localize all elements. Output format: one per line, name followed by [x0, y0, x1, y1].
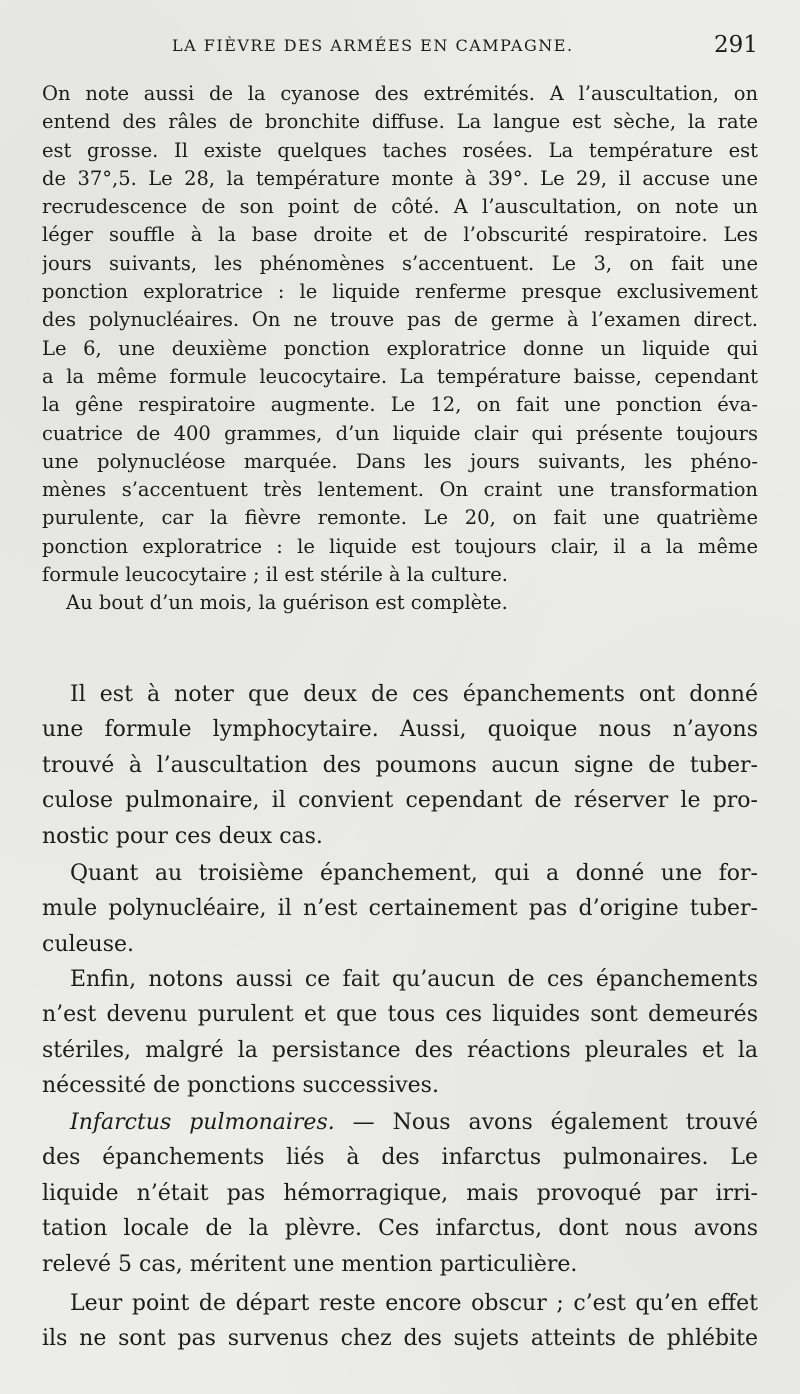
page-number: 291	[714, 32, 758, 58]
text-line: des polynucléaires. On ne trouve pas de germe à l’examen direct.	[42, 308, 758, 332]
paragraph-enfin	[42, 962, 758, 1104]
text-line: recrudescence de son point de côté. A l’auscultation, on note un	[42, 195, 758, 219]
text-line: n’est devenu purulent et que tous ces liquides sont demeurés	[42, 1002, 758, 1028]
text-line: jours suivants, les phénomènes s’accentuent. Le 3, on fait une	[42, 251, 758, 275]
text-line: On note aussi de la cyanose des extrémités. A l’auscultation, on	[42, 82, 758, 105]
text-line: une formule lymphocytaire. Aussi, quoique nous n’ayons	[42, 717, 758, 743]
text-line: est grosse. Il existe quelques taches rosées. La température est	[42, 138, 758, 162]
text-line: trouvé à l’auscultation des poumons aucun signe de tuber-	[42, 752, 758, 778]
case-conclusion: Au bout d’un mois, la guérison est complète.	[66, 591, 508, 615]
text-line: la gêne respiratoire augmente. Le 12, on fait une ponction éva-	[42, 393, 758, 417]
text-line: formule leucocytaire ; il est stérile à la culture.	[42, 563, 508, 587]
text-line: tation locale de la plèvre. Ces infarctus, dont nous avons	[42, 1216, 758, 1242]
paragraph-point-de-depart	[42, 1286, 758, 1357]
text-line: ils ne sont pas survenus chez des sujets atteints de phlébite	[42, 1326, 758, 1352]
text-line: nécessité de ponctions successives.	[42, 1073, 439, 1099]
page-header	[0, 32, 800, 66]
text-line: nostic pour ces deux cas.	[42, 823, 323, 849]
text-line: Quant au troisième épanchement, qui a donné une for-	[70, 861, 758, 886]
paragraph-infarctus	[42, 1105, 758, 1282]
text-line: léger souffle à la base droite et de l’obscurité respiratoire. Les	[42, 223, 758, 247]
text-line: des épanchements liés à des infarctus pulmonaires. Le	[42, 1145, 758, 1171]
text-line: liquide n’était pas hémorragique, mais provoqué par irri-	[42, 1180, 758, 1206]
text-line: Il est à noter que deux de ces épanchements ont donné	[70, 682, 758, 707]
text-line: purulente, car la fièvre remonte. Le 20, on fait une quatrième	[42, 506, 758, 530]
text-line: stériles, malgré la persistance des réactions pleurales et la	[42, 1037, 758, 1063]
text-line: cuatrice de 400 grammes, d’un liquide clair qui présente toujours	[42, 421, 758, 445]
heading-continuation: — Nous avons également trouvé	[334, 1110, 758, 1135]
text-line: a la même formule leucocytaire. La température baisse, cependant	[42, 364, 758, 388]
case-paragraph	[42, 80, 758, 618]
text-line: Le 6, une deuxième ponction exploratrice donne un liquide qui	[42, 336, 758, 360]
paragraph-troisieme-epanchement	[42, 856, 758, 962]
text-line: ponction exploratrice : le liquide est toujours clair, il a la même	[42, 534, 758, 558]
text-line: relevé 5 cas, méritent une mention particulière.	[42, 1251, 578, 1277]
text-line: culeuse.	[42, 931, 135, 957]
running-title: LA FIÈVRE DES ARMÉES EN CAMPAGNE.	[172, 36, 574, 55]
text-line: ponction exploratrice : le liquide renferme presque exclusivement	[42, 280, 758, 304]
text-line: mènes s’accentuent très lentement. On craint une transformation	[42, 478, 758, 502]
text-line: entend des râles de bronchite diffuse. La langue est sèche, la rate	[42, 110, 758, 134]
section-heading-infarctus: Infarctus pulmonaires.	[70, 1110, 335, 1135]
text-line	[42, 1105, 758, 1140]
text-line: de 37°,5. Le 28, la température monte à 39°. Le 29, il accuse une	[42, 166, 758, 190]
text-line: Enfin, notons aussi ce fait qu’aucun de ces épanchements	[70, 967, 758, 992]
text-line: une polynucléose marquée. Dans les jours suivants, les phéno-	[42, 449, 758, 473]
paragraph-lymphocytaire	[42, 677, 758, 854]
text-line: mule polynucléaire, il n’est certainement pas d’origine tuber-	[42, 896, 758, 922]
text-line: Leur point de départ reste encore obscur ; c’est qu’en effet	[70, 1291, 758, 1316]
text-line: culose pulmonaire, il convient cependant de réserver le pro-	[42, 788, 758, 814]
